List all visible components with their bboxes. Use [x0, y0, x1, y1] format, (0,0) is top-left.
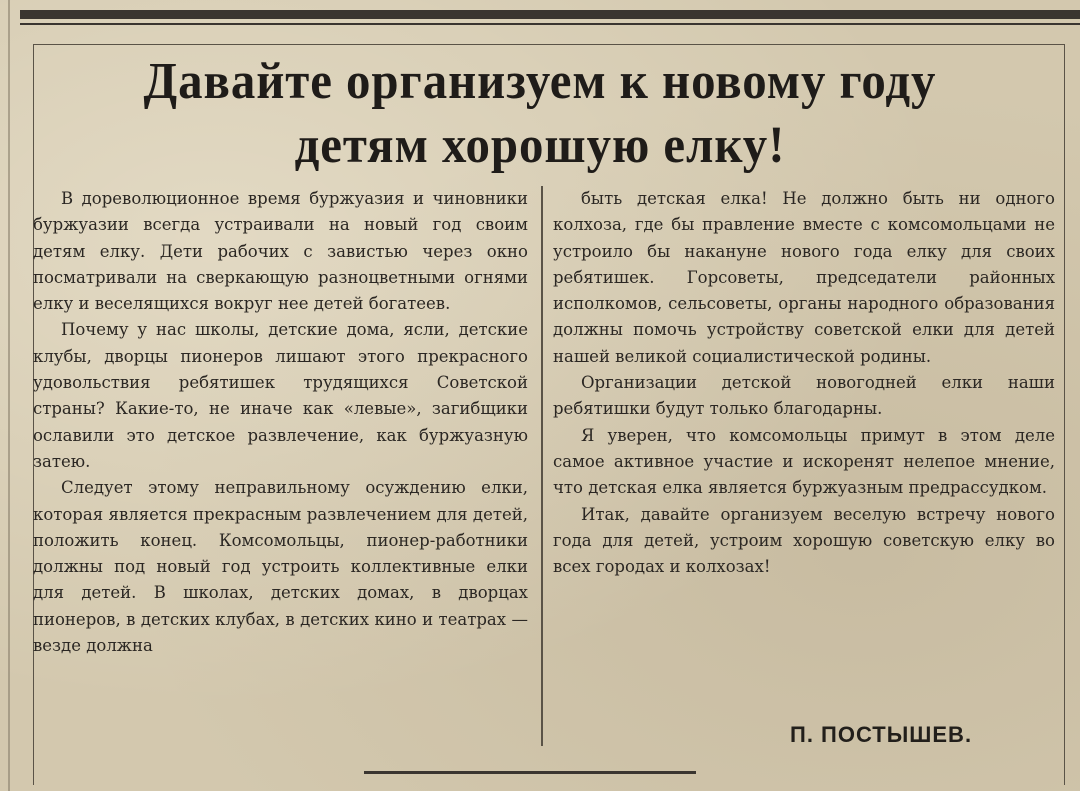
top-heavy-rule [20, 10, 1080, 19]
page-edge [8, 0, 10, 791]
right-paragraph-1: быть детская елка! Не должно быть ни одного колхоза, где бы правление вместе с комсомольцами не устроило бы накануне нового года елку для своих ребятишек. Горсоветы, председатели районных исполкомов, сельсоветы, органы народного образования должны помочь устройству советской елки для детей нашей великой социалистической родины. [553, 189, 1055, 366]
right-paragraph-3: Я уверен, что комсомольцы примут в этом деле самое активное участие и искоренят нелепое мнение, что детская елка является буржуазным предрассудком. [553, 425, 1055, 498]
right-column [553, 186, 1055, 580]
right-paragraph-2: Организации детской новогодней елки наши ребятишки будут только благодарны. [553, 373, 1055, 419]
left-paragraph-2: Почему у нас школы, детские дома, ясли, детские клубы, дворцы пионеров лишают этого прекрасного удовольствия ребятишек трудящихся Советской страны? Какие-то, не иначе как «левые», загибщики ославили это детское развлечение, как буржуазную затею. [33, 320, 528, 471]
top-thin-rule [20, 23, 1080, 25]
column-divider [541, 186, 543, 746]
headline-line-2: детям хорошую елку! [294, 117, 786, 174]
headline-line-1: Давайте организуем к новому году [143, 53, 937, 110]
article-headline [89, 50, 991, 178]
bottom-rule [364, 771, 696, 774]
author-signature: П. ПОСТЫШЕВ. [790, 722, 973, 747]
left-paragraph-3: Следует этому неправильному осуждению елки, которая является прекрасным развлечением для детей, положить конец. Комсомольцы, пионер-работники должны под новый год устроить коллективные елки для детей. В школах, детских домах, в дворцах пионеров, в детских клубах, в детских кино и театрах — везде должна [33, 478, 528, 656]
left-column [33, 186, 528, 659]
left-paragraph-1: В дореволюционное время буржуазия и чиновники буржуазии всегда устраивали на новый год своим детям елку. Дети рабочих с завистью через окно посматривали на сверкающую разноцветными огнями елку и веселящихся вокруг нее детей богатеев. [33, 189, 528, 314]
right-paragraph-4: Итак, давайте организуем веселую встречу нового года для детей, устроим хорошую советскую елку во всех городах и колхозах! [553, 504, 1055, 577]
